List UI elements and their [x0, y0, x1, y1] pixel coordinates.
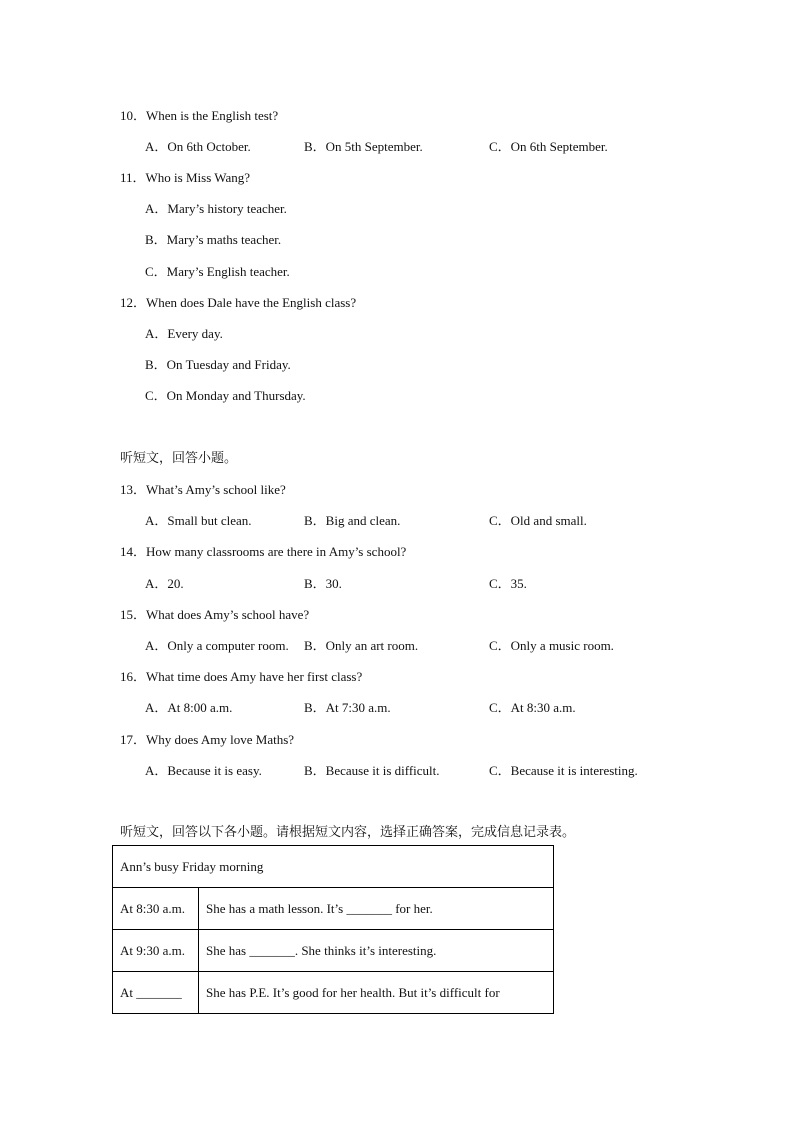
option-b[interactable]: B．On 5th September. — [304, 139, 423, 154]
description-cell: She has _______. She thinks it’s interesting. — [199, 930, 554, 972]
time-cell: At 8:30 a.m. — [113, 888, 199, 930]
option-b[interactable]: B．Because it is difficult. — [304, 763, 440, 778]
option-c[interactable]: C．35. — [489, 576, 527, 591]
option-a[interactable]: A．Small but clean. — [145, 513, 252, 528]
question-text: 14．How many classrooms are there in Amy’s school? — [120, 544, 407, 559]
option-a[interactable]: A．On 6th October. — [145, 139, 251, 154]
table-title-row — [113, 846, 554, 888]
option-a[interactable]: A．Because it is easy. — [145, 763, 262, 778]
option-c[interactable]: C．On 6th September. — [489, 139, 608, 154]
option-b[interactable]: B．30. — [304, 576, 342, 591]
description-cell: She has P.E. It’s good for her health. But it’s difficult for — [199, 972, 554, 1014]
option-a[interactable]: A．Only a computer room. — [145, 638, 289, 653]
option-c[interactable]: C．Because it is interesting. — [489, 763, 638, 778]
info-record-table — [112, 845, 554, 1014]
option-b[interactable]: B．On Tuesday and Friday. — [145, 357, 291, 372]
time-cell: At _______ — [113, 972, 199, 1014]
option-b[interactable]: B．Only an art room. — [304, 638, 419, 653]
question-text: 12．When does Dale have the English class? — [120, 295, 357, 310]
table-row — [113, 972, 554, 1014]
option-c[interactable]: C．Old and small. — [489, 513, 587, 528]
option-c[interactable]: C．Only a music room. — [489, 638, 614, 653]
question-text: 17．Why does Amy love Maths? — [120, 732, 295, 747]
option-b[interactable]: B．Mary’s maths teacher. — [145, 232, 282, 247]
section-heading: 听短文，回答以下各小题。请根据短文内容，选择正确答案，完成信息记录表。 — [120, 825, 576, 840]
question-text: 11．Who is Miss Wang? — [120, 170, 251, 185]
option-c[interactable]: C．On Monday and Thursday. — [145, 388, 306, 403]
table-row — [113, 930, 554, 972]
option-a[interactable]: A．At 8:00 a.m. — [145, 700, 233, 715]
option-a[interactable]: A．20. — [145, 576, 184, 591]
time-cell: At 9:30 a.m. — [113, 930, 199, 972]
description-cell: She has a math lesson. It’s _______ for her. — [199, 888, 554, 930]
option-a[interactable]: A．Every day. — [145, 326, 223, 341]
option-c[interactable]: C．Mary’s English teacher. — [145, 264, 290, 279]
option-b[interactable]: B．At 7:30 a.m. — [304, 700, 391, 715]
option-b[interactable]: B．Big and clean. — [304, 513, 401, 528]
option-a[interactable]: A．Mary’s history teacher. — [145, 201, 287, 216]
section-heading: 听短文，回答小题。 — [120, 451, 238, 466]
question-text: 13．What’s Amy’s school like? — [120, 482, 286, 497]
table-title: Ann’s busy Friday morning — [113, 846, 554, 888]
question-text: 15．What does Amy’s school have? — [120, 607, 310, 622]
option-c[interactable]: C．At 8:30 a.m. — [489, 700, 576, 715]
question-text: 16．What time does Amy have her first class? — [120, 669, 363, 684]
table-row — [113, 888, 554, 930]
question-text: 10．When is the English test? — [120, 108, 279, 123]
